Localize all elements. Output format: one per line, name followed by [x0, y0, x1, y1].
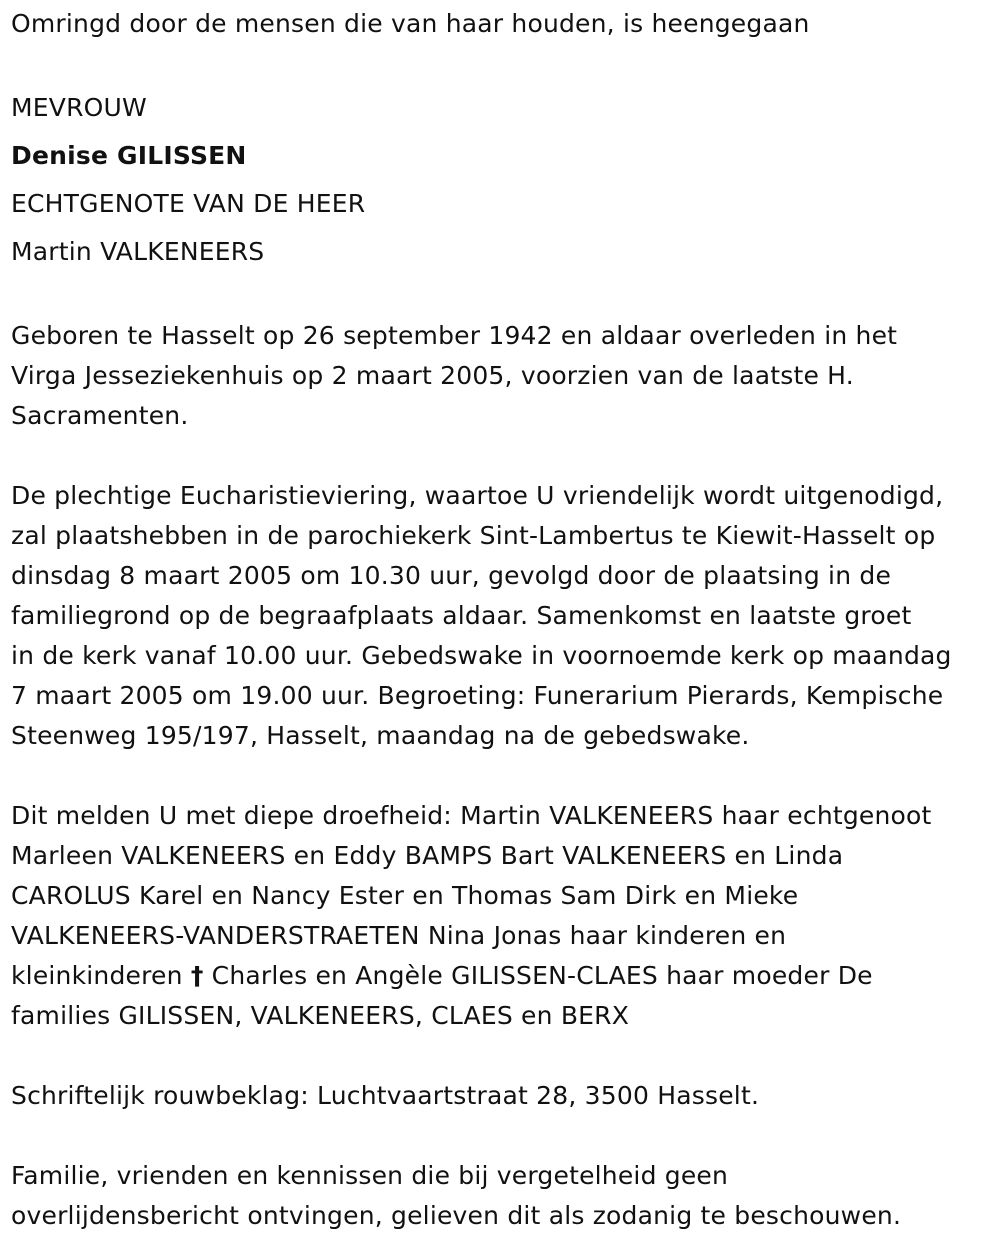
- text-line: Familie, vrienden en kennissen die bij vergetelheid geen: [11, 1161, 729, 1190]
- cross-icon: †: [190, 961, 204, 990]
- spacer: [11, 44, 993, 84]
- text-line: VALKENEERS-VANDERSTRAETEN Nina Jonas haar kinderen en: [11, 921, 787, 950]
- text-line: Geboren te Hasselt op 26 september 1942 en aldaar overleden in het: [11, 321, 898, 350]
- text-line: overlijdensbericht ontvingen, gelieven dit als zodanig te beschouwen.: [11, 1201, 902, 1230]
- family-paragraph: [11, 796, 993, 1036]
- header-block: [11, 84, 993, 276]
- text-line: 7 maart 2005 om 19.00 uur. Begroeting: Funerarium Pierards, Kempische: [11, 681, 944, 710]
- text-line: Virga Jesseziekenhuis op 2 maart 2005, voorzien van de laatste H.: [11, 361, 854, 390]
- spacer: [11, 756, 993, 796]
- text-segment: Charles en Angèle GILISSEN-CLAES haar moeder De: [203, 961, 873, 990]
- title-mevrouw: MEVROUW: [11, 93, 147, 122]
- text-line: De plechtige Eucharistieviering, waartoe U vriendelijk wordt uitgenodigd,: [11, 481, 944, 510]
- text-line: zal plaatshebben in de parochiekerk Sint-Lambertus te Kiewit-Hasselt op: [11, 521, 936, 550]
- spacer: [11, 436, 993, 476]
- spacer: [11, 1036, 993, 1076]
- ceremony-paragraph: [11, 476, 993, 756]
- spouse-name: Martin VALKENEERS: [11, 237, 265, 266]
- text-line: Sacramenten.: [11, 401, 189, 430]
- intro-line: Omringd door de mensen die van haar houden, is heengegaan: [11, 9, 810, 38]
- text-line: Dit melden U met diepe droefheid: Martin VALKENEERS haar echtgenoot: [11, 801, 932, 830]
- deceased-name: Denise GILISSEN: [11, 141, 247, 170]
- text-line: [11, 956, 993, 996]
- text-line: CAROLUS Karel en Nancy Ester en Thomas Sam Dirk en Mieke: [11, 881, 799, 910]
- address-line: Schriftelijk rouwbeklag: Luchtvaartstraat 28, 3500 Hasselt.: [11, 1081, 760, 1110]
- text-segment: kleinkinderen: [11, 961, 191, 990]
- text-line: in de kerk vanaf 10.00 uur. Gebedswake in voornoemde kerk op maandag: [11, 641, 952, 670]
- spacer: [11, 1116, 993, 1156]
- text-line: familiegrond op de begraafplaats aldaar. Samenkomst en laatste groet: [11, 601, 912, 630]
- closing-paragraph: [11, 1156, 993, 1236]
- text-line: families GILISSEN, VALKENEERS, CLAES en BERX: [11, 1001, 630, 1030]
- spacer: [11, 276, 993, 316]
- text-line: dinsdag 8 maart 2005 om 10.30 uur, gevolgd door de plaatsing in de: [11, 561, 892, 590]
- relation-line: ECHTGENOTE VAN DE HEER: [11, 189, 366, 218]
- text-line: Marleen VALKENEERS en Eddy BAMPS Bart VALKENEERS en Linda: [11, 841, 844, 870]
- obituary-notice: [11, 4, 993, 1236]
- text-line: Steenweg 195/197, Hasselt, maandag na de gebedswake.: [11, 721, 750, 750]
- birth-paragraph: [11, 316, 993, 436]
